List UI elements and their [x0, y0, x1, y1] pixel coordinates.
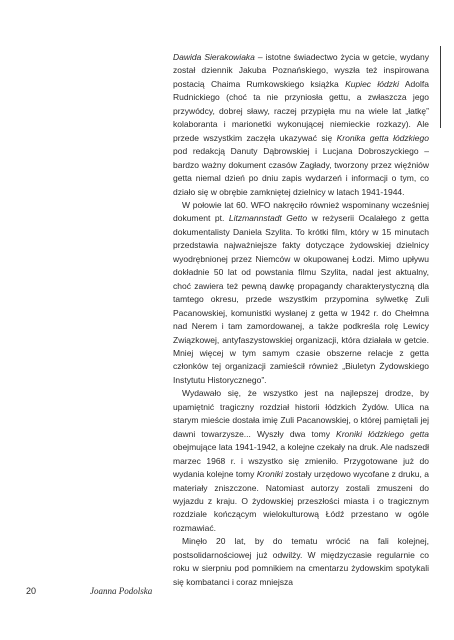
running-author: Joanna Podolska	[90, 586, 153, 596]
text-segment: Minęło 20 lat, by do tematu wrócić na fali kolejnej, postsolidarnościowej już odwilży. W międzyczasie regularnie co roku w sierpniu pod pomnikiem na cmentarzu żydowskim spotykali się kombatanci i coraz mniejsza	[173, 536, 429, 587]
text-segment: Litzmannstadt Getto	[228, 213, 308, 224]
text-segment: pod redakcją Danuty Dąbrowskiej i Lucjana Dobroszyckiego – bardzo ważny dokument czasów Zagłady, tworzony przez więźniów getta niemal dzień po dniu zapis wydarzeń i informacji o tym, co działo się w obrębie zamkniętej dzielnicy w latach 1941-1944.	[173, 146, 429, 197]
text-segment: Adolfa Rudnickiego (choć ta nie przyniosła gettu, a zwłaszcza jego przywódcy, dobrej sławy, raczej przypięła mu na wiele lat „łatkę” kolaboranta i marionetki wykonującej niemieckie rozkazy). Ale przede wszystkim zaczęła ukazywać się	[173, 78, 429, 143]
text-segment: w reżyserii Ocalałego z getta dokumentalisty Daniela Szylita. To krótki film, który w 15 minutach przedstawia najważniejsze fakty dotyczące żydowskiej dzielnicy wyodrębnionej przez Niemców w okupowanej Łodzi. Mimo upływu dokładnie 50 lat od powstania filmu Szylita, nadal jest aktualny, choć zawiera też pewną dawkę propagandy charakterystyczną dla tamtego okresu, przede wszystkim przypomina sylwetkę Zuli Pacanowskiej, komunistki wysłanej z getta w 1942 r. do Chełmna nad Nerem i tam zamordowanej, a także podkreśla rolę Lewicy Związkowej, antyfaszystowskiej organizacji, która działała w getcie. Mniej więcej w tym samym czasie obszerne relacje z getta członków tej organizacji zamieścił również „Biuletyn Żydowskiego Instytutu Historycznego”.	[173, 213, 429, 385]
text-segment: Kroniki łódzkiego getta	[336, 428, 429, 439]
text-segment: Dawida Sierakowiaka	[173, 52, 255, 62]
margin-rule	[440, 46, 441, 128]
page-number: 20	[26, 586, 37, 596]
paragraph	[173, 387, 429, 535]
text-segment: zostały urzędowo wycofane z druku, a materiały zniszczone. Natomiast autorzy zostali zmuszeni do wyjazdu z kraju. O żydowskiej przeszłości miasta i o tragicznym rozdziale kończącym wielokulturową Łódź przestano w ogóle rozmawiać.	[173, 469, 429, 533]
paragraph	[173, 199, 429, 387]
paragraph	[173, 51, 429, 199]
paragraph	[173, 535, 429, 589]
text-segment: Kupiec łódzki	[345, 78, 400, 89]
body-text	[173, 51, 429, 589]
text-segment: Wydawało się, że wszystko jest na najlepszej drodze, by upamiętnić tragiczny rozdział historii łódzkich Żydów. Ulica na starym mieście dostała imię Zuli Pacanowskiej, o której pamiętali jej dawni towarzysze... Wyszły dwa tomy	[173, 388, 429, 439]
text-segment: Kroniki	[256, 469, 283, 480]
text-segment: W połowie lat 60. WFO nakręciło również wspominany wcześniej dokument pt.	[173, 199, 429, 224]
text-segment: obejmujące lata 1941-1942, a kolejne czekały na druk. Ale nadszedł marzec 1968 r. i wszystko się zmieniło. Przygotowane już do wydania kolejne tomy	[173, 442, 429, 480]
text-segment: Kronika getta łódzkiego	[336, 132, 429, 143]
text-segment: – istotne świadectwo życia w getcie, wydany został dziennik Jakuba Poznańskiego, wyszła też inspirowana postacią Chaima Rumkowskiego książka	[173, 52, 429, 89]
